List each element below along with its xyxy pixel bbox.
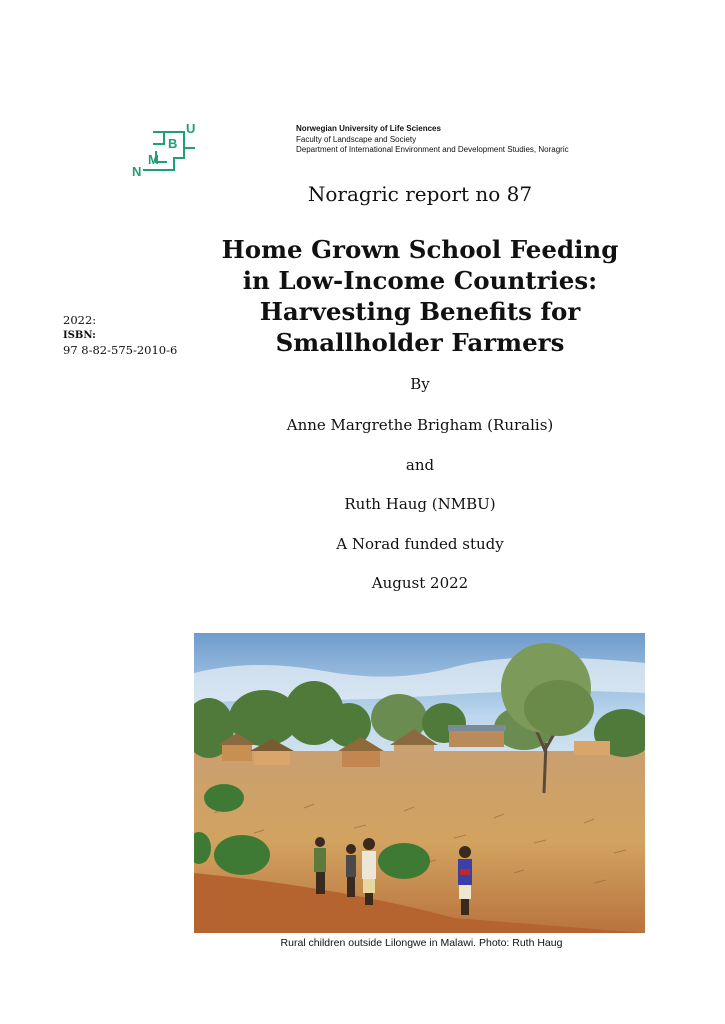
logo-letter: N [132, 164, 142, 179]
university-name: Norwegian University of Life Sciences [296, 124, 441, 133]
and-label: and [405, 456, 435, 474]
title-line: Harvesting Benefits for [259, 297, 581, 326]
cover-photo [194, 633, 645, 933]
publication-date: August 2022 [371, 574, 469, 592]
logo-letter: M [148, 152, 159, 167]
report-title [220, 234, 620, 358]
logo-letter: B [168, 136, 178, 151]
title-line: Smallholder Farmers [275, 328, 565, 357]
title-line: in Low-Income Countries: [242, 266, 598, 295]
title-line: Home Grown School Feeding [221, 235, 619, 264]
nmbu-logo [118, 118, 214, 190]
photo-caption: Rural children outside Lilongwe in Malawi. Photo: Ruth Haug [280, 937, 563, 949]
department-name: Department of International Environment and Development Studies, Noragric [296, 145, 569, 154]
institution-header [296, 124, 569, 156]
isbn-label: ISBN: [63, 330, 96, 341]
publication-year: 2022: [63, 313, 97, 327]
isbn-number: 97 8-82-575-2010-6 [63, 343, 178, 357]
report-number: Noragric report no 87 [307, 182, 533, 206]
publication-meta [63, 313, 177, 358]
by-label: By [410, 375, 430, 393]
author-2: Ruth Haug (NMBU) [344, 495, 496, 513]
author-1: Anne Margrethe Brigham (Ruralis) [286, 416, 554, 434]
faculty-name: Faculty of Landscape and Society [296, 134, 417, 144]
logo-letter: U [186, 121, 196, 136]
funding-note: A Norad funded study [336, 535, 504, 553]
